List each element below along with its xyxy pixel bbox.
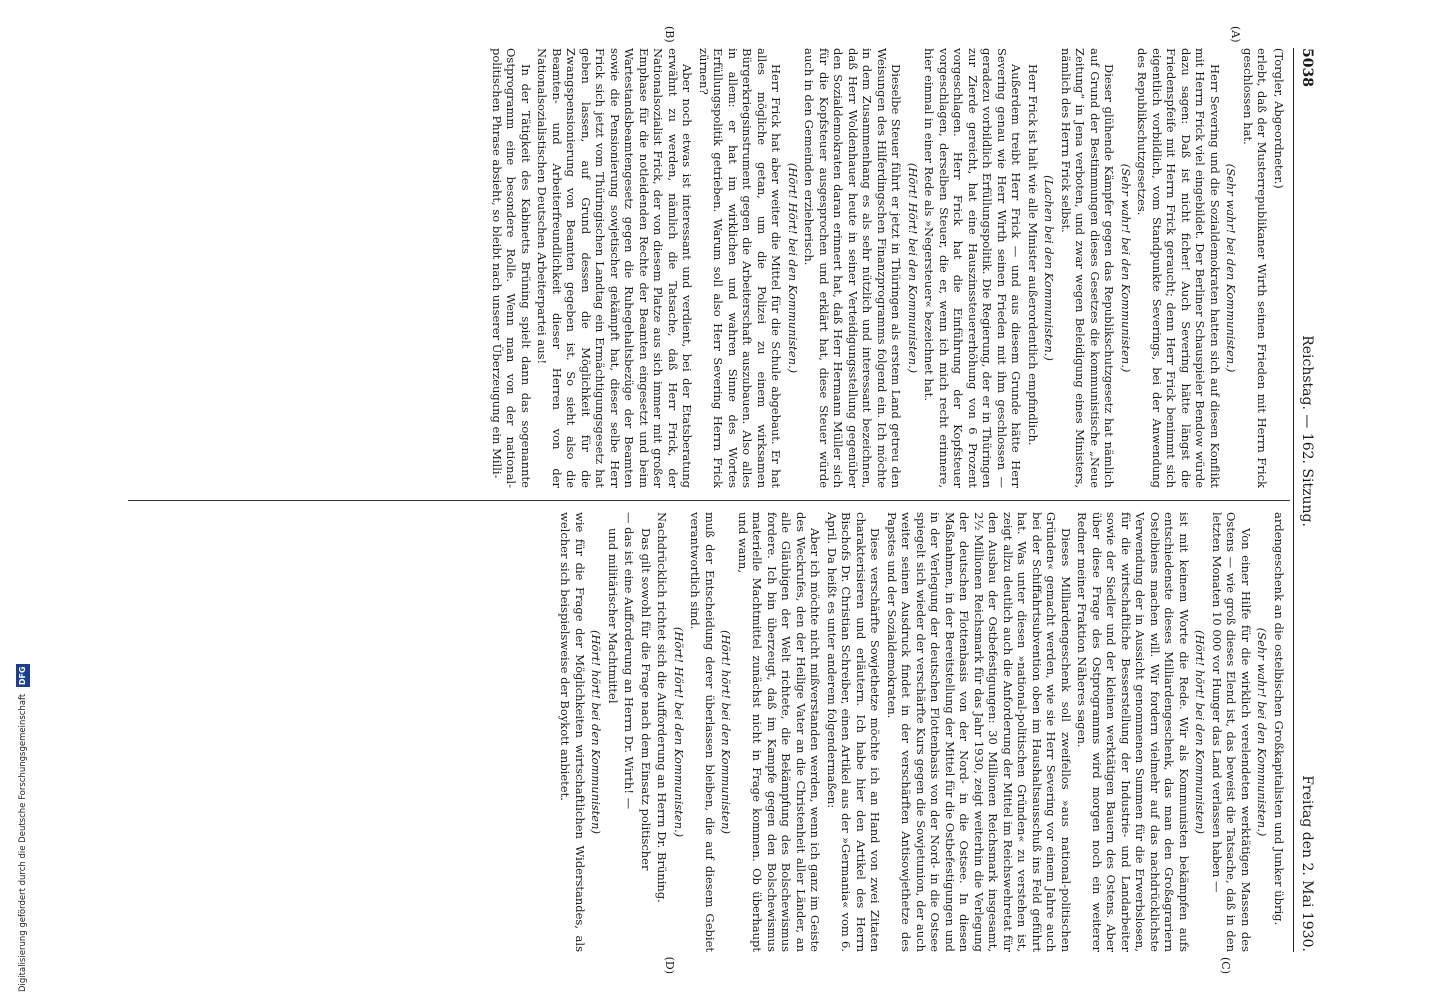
interjection: (Hört! hört! bei den Kommunisten) bbox=[719, 629, 734, 835]
interjection: (Sehr wahr! bei den Kommunisten.) bbox=[1119, 163, 1133, 373]
rotated-page-content bbox=[120, 26, 1320, 974]
interjection: (Hört! Hört! bei den Kommunisten.) bbox=[906, 162, 920, 374]
session-title: Reichstag. — 162. Sitzung. bbox=[1299, 335, 1315, 527]
right-column bbox=[130, 512, 1286, 974]
speaker-line: (Torgler, Abgeordneter.) bbox=[1272, 48, 1286, 189]
document-page bbox=[120, 26, 1320, 974]
quote-paragraph: wie für die Frage der Möglichkeiten wirtschaftlichen Widerstandes, als welcher sich beispielsweise der Boykott anbietet. bbox=[558, 512, 587, 952]
paragraph: Von einer Hilfe für die wirklich verelendeten werktätigen Massen des Ostens — wie groß dieses Elend ist, das beweist die Tatsache, daß in den letzten Monaten 10 000 vor Hunger das Land verlassen haben — bbox=[1210, 512, 1253, 952]
paragraph: Aber noch etwas ist interessant und verdient, bei der Etatsberatung erwähnt zu werden, nämlich die Tatsache, daß Herr Frick, der Nationalsozialist Frick, der von diesem Platze aus sich immer mit großer Emphase für die notleidenden Rechte der Beamten eingesetzt und beim Wartestandsbeamtengesetz gegen die Ruhegehaltsbezüge der Beamten sowie die Pensionierung sowjetischer gekämpft hat, dieser selbe Herr Frick sich jetzt vom Thüringischen Landtag ein Ermächtigungsgesetz hat geben lassen, auf Grund dessen die Möglichkeit für die Zwangspensionierung von Beamten gegeben ist. So sieht also die Beamten- und Arbeiterfreundlichkeit dieser Herren von der Nationalsozialistischen Deutschen Arbeiterpartei aus! bbox=[535, 48, 695, 488]
page-header bbox=[1293, 48, 1320, 952]
paragraph: Dieselbe Steuer führt er jetzt in Thüringen als erstem Land getreu den Weisungen des Hilferdingschen Finanzprogramms folgend ein. Ich möchte in dem Zusammenhang es als sehr nützlich und interessant bezeichnen, daß Herr Woldenhauer heute in seiner Verteidigungsstellung gegenüber den Sozialdemokraten daran erinnert hat, daß Herr Hermann Müller sich für die Kopfsteuer ausgesprochen und erklärt hat, diese Steuer würde auch in den Gemeinden erzieherisch. bbox=[802, 48, 904, 488]
margin-mark-b: (B) bbox=[663, 26, 676, 43]
paragraph: Herr Frick hat aber weiter die Mittel für die Schule abgebaut. Er hat alles mögliche getan, um die Polizei zu einem wirksamen Bürgerkriegsinstrument gegen die Arbeiterschaft auszubauen. Also alles in allem: er hat im wirklichen und wahren Sinne des Wortes Erfüllungspolitik getrieben. Warum soll also Herr Severing Herrn Frick zürnen? bbox=[697, 48, 784, 488]
interjection: (Sehr wahr! bei den Kommunisten.) bbox=[1255, 627, 1270, 837]
interjection: — das ist eine Aufforderung an Herrn Dr. Wirth! — bbox=[622, 512, 637, 810]
session-date: Freitag den 2. Mai 1930. bbox=[1299, 775, 1315, 952]
paragraph: Dieses Milliardengeschenk soll zweifellos »aus national-politischen Gründen« gemacht werden, wie sie Herr Severing vor einem Jahre auch bei der Schiffahrtsubvention oben im Haushaltsausschuß ins Feld geführt hat. Was unter diesen »national-politischen Gründen« zu verstehen ist, zeigt allzu deutlich auch die Anforderung der Mittel im Reichswehretat für den Ausbau der Ostbefestigungen: 30 Millionen Reichsmark insgesamt, 2½ Millionen Reichsmark für das Jahr 1930, zeigt weiterhin die Verlegung der deutschen Flottenbasis von der Nord- in die Ostsee. In diesen Maßnahmen, in der Bereitstellung der Mittel für die Ostbefestigungen und in der Verlegung der deutschen Flottenbasis von der Nord- in die Ostsee spiegelt sich wieder der verschärfte Kurs gegen die Sowjetunion, der auch weiter seinen Ausdruck findet in der verschärften Antisowjethetze des Papstes und der Sozialdemokraten. bbox=[885, 512, 1073, 952]
margin-mark-d: (D) bbox=[663, 956, 676, 974]
interjection: (Lachen bei den Kommunisten.) bbox=[1042, 175, 1057, 361]
paragraph: Herr Severing und die Sozialdemokraten hatten sich auf diesen Konflikt mit Herrn Frick viel eingebildet. Der Berliner Schauspieler Bendow würde dazu sagen: Daß ist nicht ficher! Auch Severing hätte längst die Friedenspfeife mit Herrn Frick geraucht; denn Herr Frick benimmt sich eigentlich vorbildlich, vom Standpunkte Severings, bei der Anwendung des Republikschutzgesetzes. bbox=[1135, 48, 1222, 488]
paragraph: Außerdem treibt Herr Frick — und aus diesem Grunde hätte Herr Severing genau wie Herr Wirth seinen Frieden mit ihm geschlossen — geradezu vorbildlich Erfüllungspolitik. Die Regierung, der er in Thüringen zur Zierde gereicht, hat eine Hauszinssteuererhöhung von 6 Prozent vorgeschlagen. Herr Frick hat die Einführung der Kopfsteuer vorgeschlagen, derselben Steuer, die er, wenn ich mich recht erinnere, hier einmal in einer Rede als »Negersteuer« bezeichnet hat. bbox=[922, 48, 1024, 488]
dfg-logo: DFG bbox=[16, 664, 30, 687]
column-divider bbox=[128, 500, 1290, 501]
paragraph: erlebt, daß der Musterrepublikaner Wirth seinen Frieden mit Herrn Frick geschlossen hat. bbox=[1241, 48, 1270, 488]
margin-mark-a: (A) bbox=[1229, 26, 1242, 43]
paragraph: In der Tätigkeit des Kabinetts Brüning spielt dann das sogenannte Ostprogramm eine besondere Rolle. Wenn man von der national-politischen Phrase absieht, so bleibt nach unserer Überzeugung ein Milli- bbox=[490, 48, 533, 488]
page-number: 5038 bbox=[1299, 48, 1315, 87]
interjection: (Sehr wahr! bei den Kommunisten.) bbox=[1224, 163, 1239, 373]
quote-paragraph: und militärischer Machtmittel bbox=[606, 528, 620, 704]
interjection: (Hört! Hört! bei den Kommunisten.) bbox=[672, 626, 686, 838]
margin-mark-c: (C) bbox=[1219, 957, 1232, 974]
credit-text: Digitalisierung gefördert durch die Deutsche Forschungsgemeinschaft bbox=[18, 693, 28, 992]
paragraph: Nachdrücklich richtet sich die Aufforderung an Herrn Dr. Brüning. bbox=[655, 512, 670, 903]
paragraph: ist mit keinem Worte die Rede. Wir als Kommunisten bekämpfen aufs entschiedenste dieses Milliardengeschenk, das man den Großagrariern Ostelbiens machen will. Wir fordern vielmehr auf das nachdrücklichste Verwendung der in Aussicht genommenen Summen für die Erwerbslosen, für die wirtschaftliche Besserstellung der Industrie- und Landarbeiter sowie der Siedler und der kleinen werktätigen Bauern des Ostens. Aber über diese Frage des Ostprogramms wird morgen noch ein weiterer Redner meiner Fraktion Näheres sagen. bbox=[1075, 512, 1191, 952]
interjection: (Hört! hört! bei den Kommunisten) bbox=[589, 629, 604, 835]
paragraph: Diese verschärfte Sowjethetze möchte ich an Hand von zwei Zitaten charakterisieren und erläutern. Ich habe hier den Artikel des Herrn Bischofs Dr. Christian Schreiber, einen Artikel aus der »Germania« vom 6. April. Da heißt es unter anderem folgendermaßen: bbox=[825, 512, 883, 952]
interjection: (Hört! hört! bei den Kommunisten) bbox=[1193, 629, 1208, 835]
quote-paragraph: Das gilt sowohl für die Frage nach dem Einsatz politischer bbox=[639, 528, 653, 871]
quote-paragraph: Aber ich möchte nicht mißverstanden werden, wenn ich ganz im Geiste des Weckrufes, den der Heilige Vater an die Christenheit aller Länder, an alle Gläubigen der Welt richtete, die Bekämpfung des Bolschewismus fordere. Ich bin überzeugt, daß im Kampfe gegen den Bolschewismus materielle Machtmittel zunächst nicht in Frage kommen. Ob überhaupt und wann, bbox=[736, 512, 823, 952]
left-column bbox=[130, 26, 1286, 488]
paragraph: ardengeschenk an die ostelbischen Großkapitalisten und Junker übrig. bbox=[1272, 512, 1286, 926]
digitization-credit bbox=[16, 0, 30, 1000]
paragraph: Herr Frick ist halt wie alle Minister außerordentlich empfindlich. bbox=[1026, 64, 1040, 446]
interjection: (Hört! Hört! bei den Kommunisten.) bbox=[786, 162, 800, 374]
paragraph: Dieser glühende Kämpfer gegen das Republikschutzgesetz hat nämlich auf Grund der Bestimmungen dieses Gesetzes die kommunistische „Neue Zeitung“ in Jena verboten, und zwar wegen Beleidigung eines Ministers, nämlich des Herrn Frick selbst. bbox=[1059, 48, 1117, 488]
quote-paragraph: muß der Entscheidung derer überlassen bleiben, die auf diesem Gebiet verantwortlich sind. bbox=[688, 512, 717, 952]
